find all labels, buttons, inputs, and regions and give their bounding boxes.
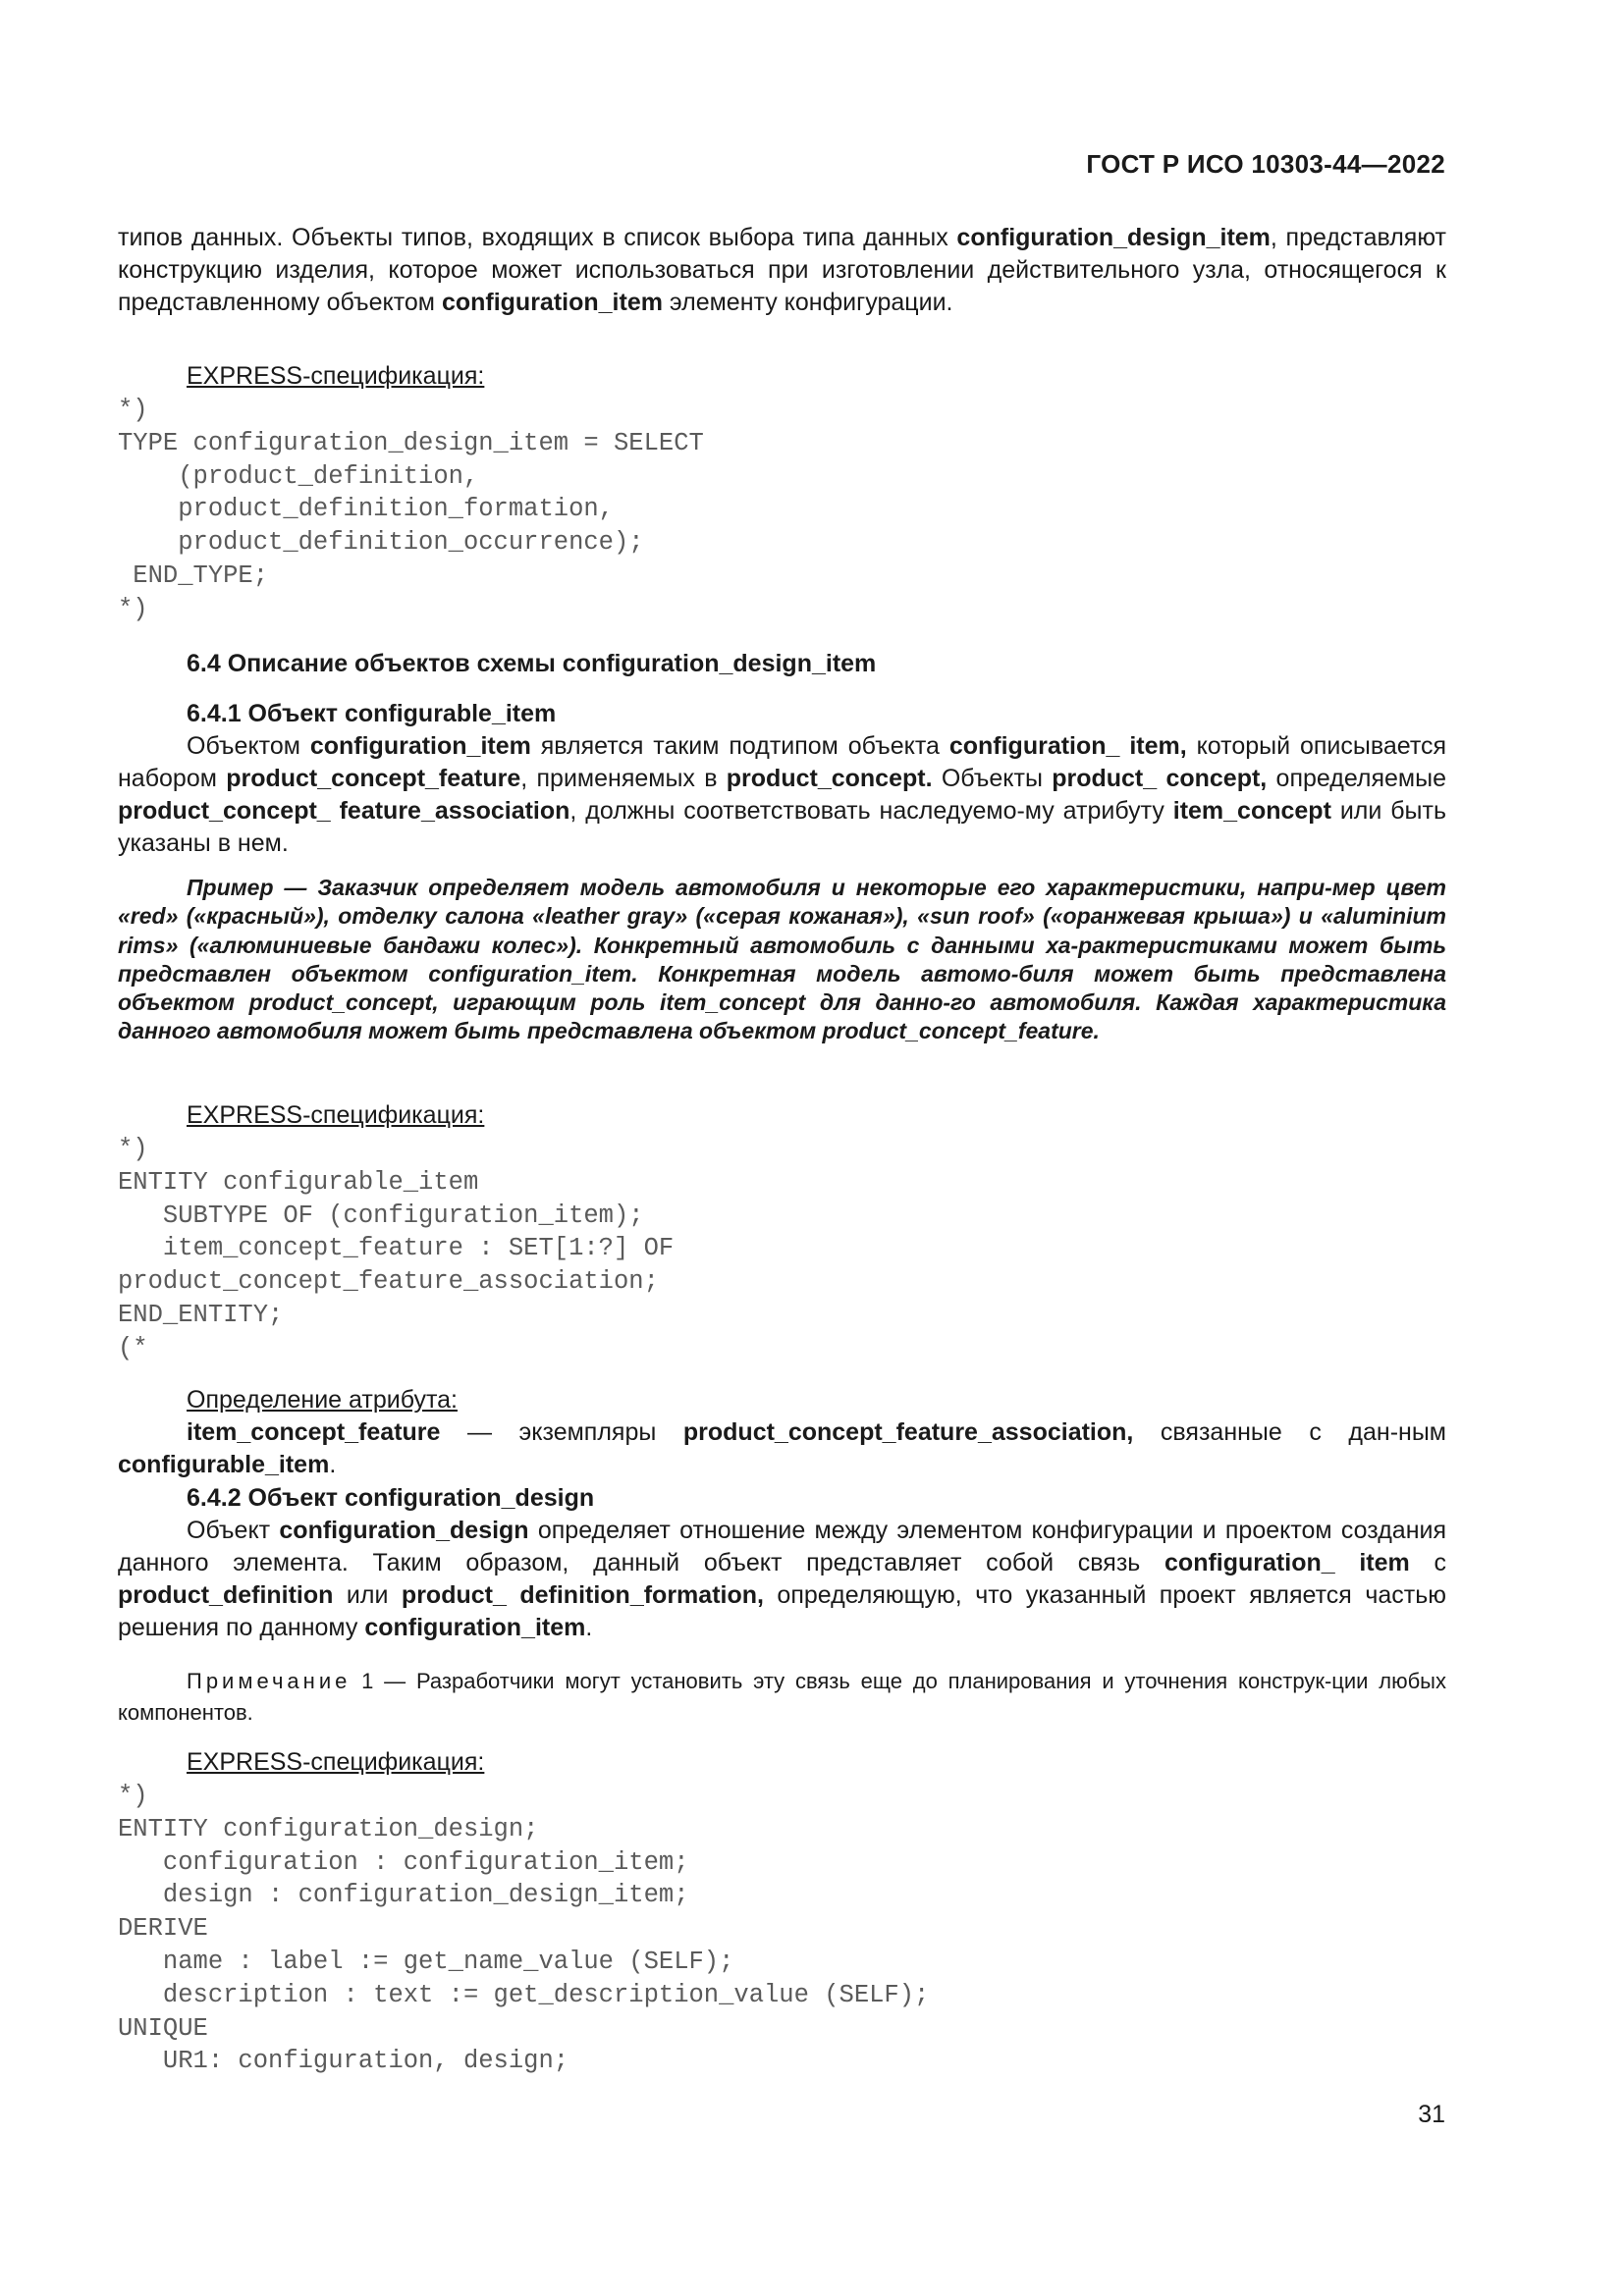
text-run: элементу конфигурации.	[662, 289, 953, 316]
text-run: Объектом	[187, 732, 310, 760]
bold-term: configuration_design_item	[956, 224, 1271, 251]
bold-term: configuration_item	[364, 1614, 586, 1641]
note-label: Примечание	[187, 1669, 352, 1693]
page-number: 31	[1418, 2101, 1445, 2128]
bold-term: product_concept.	[726, 765, 933, 792]
bold-term: product_ definition_formation,	[401, 1581, 764, 1609]
bold-term: configuration_ item	[1164, 1549, 1410, 1576]
text-run: .	[329, 1451, 337, 1478]
bold-term: item_concept_feature	[187, 1418, 441, 1446]
note-text: 1 — Разработчики могут установить эту связь еще до планирования и уточнения конструк-ции любых компонентов.	[118, 1669, 1446, 1725]
note-paragraph	[118, 1666, 1446, 1729]
text-run: Объекты	[932, 765, 1053, 792]
bold-term: product_definition	[118, 1581, 334, 1609]
section-6-4-heading: 6.4 Описание объектов схемы configuration_design_item	[187, 650, 877, 677]
text-run: с	[1409, 1549, 1446, 1576]
text-run: , должны соответствовать наследуемо-му атрибуту	[569, 797, 1173, 825]
text-run: или	[333, 1581, 402, 1609]
text-run: , представляют конструкцию изделия, которое может использоваться при изготовлении действительного узла, относящегося к представленному объектом	[118, 224, 1446, 316]
text-run: , применяемых в	[520, 765, 727, 792]
bold-term: item_concept	[1172, 797, 1331, 825]
express-spec-label: EXPRESS-спецификация:	[187, 1748, 485, 1776]
section-6-4-1-paragraph	[118, 730, 1446, 860]
text-run: определяющую, что указанный проект является частью решения по данному	[118, 1581, 1446, 1641]
text-run: который описывается набором	[118, 732, 1447, 792]
section-6-4-2-heading: 6.4.2 Объект configuration_design	[187, 1484, 595, 1512]
section-6-4-1-heading: 6.4.1 Объект configurable_item	[187, 700, 557, 727]
code-block-configurable-item: *) ENTITY configurable_item SUBTYPE OF (configuration_item); item_concept_feature : SET[1:?] OF product_concept_feature_association; END_ENTITY; (*	[118, 1135, 675, 1362]
express-spec-label: EXPRESS-спецификация:	[187, 1101, 485, 1129]
text-run: определяет отношение между элементом конфигурации и проектом создания данного элемента. Таким образом, данный объект представляет собой связь	[118, 1517, 1447, 1576]
example-paragraph: Пример — Заказчик определяет модель автомобиля и некоторые его характеристики, напри-мер цвет «red» («красный»), отделку салона «leather gray» («серая кожаная»), «sun roof» («оранжевая крыша») и «aluminium rims» («алюминиевые бандажи колес»). Конкретный автомобиль с данными ха-рактеристиками может быть представлен объектом configuration_item. Конкретная модель автомо-биля может быть представлена объектом product_concept, играющим роль item_concept для данно-го автомобиля. Каждая характеристика данного автомобиля может быть представлена объектом product_concept_feature.	[118, 875, 1446, 1044]
code-block-type-select: *) TYPE configuration_design_item = SELECT (product_definition, product_definition_formation, product_definition_occurrence); END_TYPE; *)	[118, 396, 704, 623]
express-spec-label: EXPRESS-спецификация:	[187, 362, 485, 390]
bold-term: configurable_item	[118, 1451, 330, 1478]
text-run: или быть указаны в нем.	[118, 797, 1447, 857]
text-run: является таким подтипом объекта	[530, 732, 949, 760]
bold-term: product_concept_feature_association,	[682, 1418, 1134, 1446]
section-6-4-2-paragraph	[118, 1515, 1446, 1644]
text-run: Объект	[187, 1517, 280, 1544]
text-run: .	[585, 1614, 593, 1641]
bold-term: product_concept_feature	[226, 765, 521, 792]
attribute-definition-paragraph	[118, 1416, 1446, 1481]
text-run: связанные с дан-ным	[1133, 1418, 1446, 1446]
text-run: определяемые	[1267, 765, 1446, 792]
bold-term: configuration_item	[309, 732, 531, 760]
bold-term: product_ concept,	[1052, 765, 1268, 792]
code-block-configuration-design: *) ENTITY configuration_design; configuration : configuration_item; design : configuration_design_item; DERIVE name : label := get_name_value (SELF); description : text := get_description_value (SELF); UNIQUE UR1: configuration, design;	[118, 1782, 930, 2076]
intro-paragraph	[118, 222, 1446, 319]
text-run: — экземпляры	[440, 1418, 683, 1446]
document-code-header: ГОСТ Р ИСО 10303-44—2022	[1086, 149, 1445, 179]
bold-term: configuration_item	[441, 289, 663, 316]
text-run: типов данных. Объекты типов, входящих в список выбора типа данных	[118, 224, 957, 251]
bold-term: configuration_design	[279, 1517, 529, 1544]
attribute-definition-label: Определение атрибута:	[187, 1386, 458, 1414]
bold-term: configuration_ item,	[948, 732, 1187, 760]
bold-term: product_concept_ feature_association	[118, 797, 570, 825]
